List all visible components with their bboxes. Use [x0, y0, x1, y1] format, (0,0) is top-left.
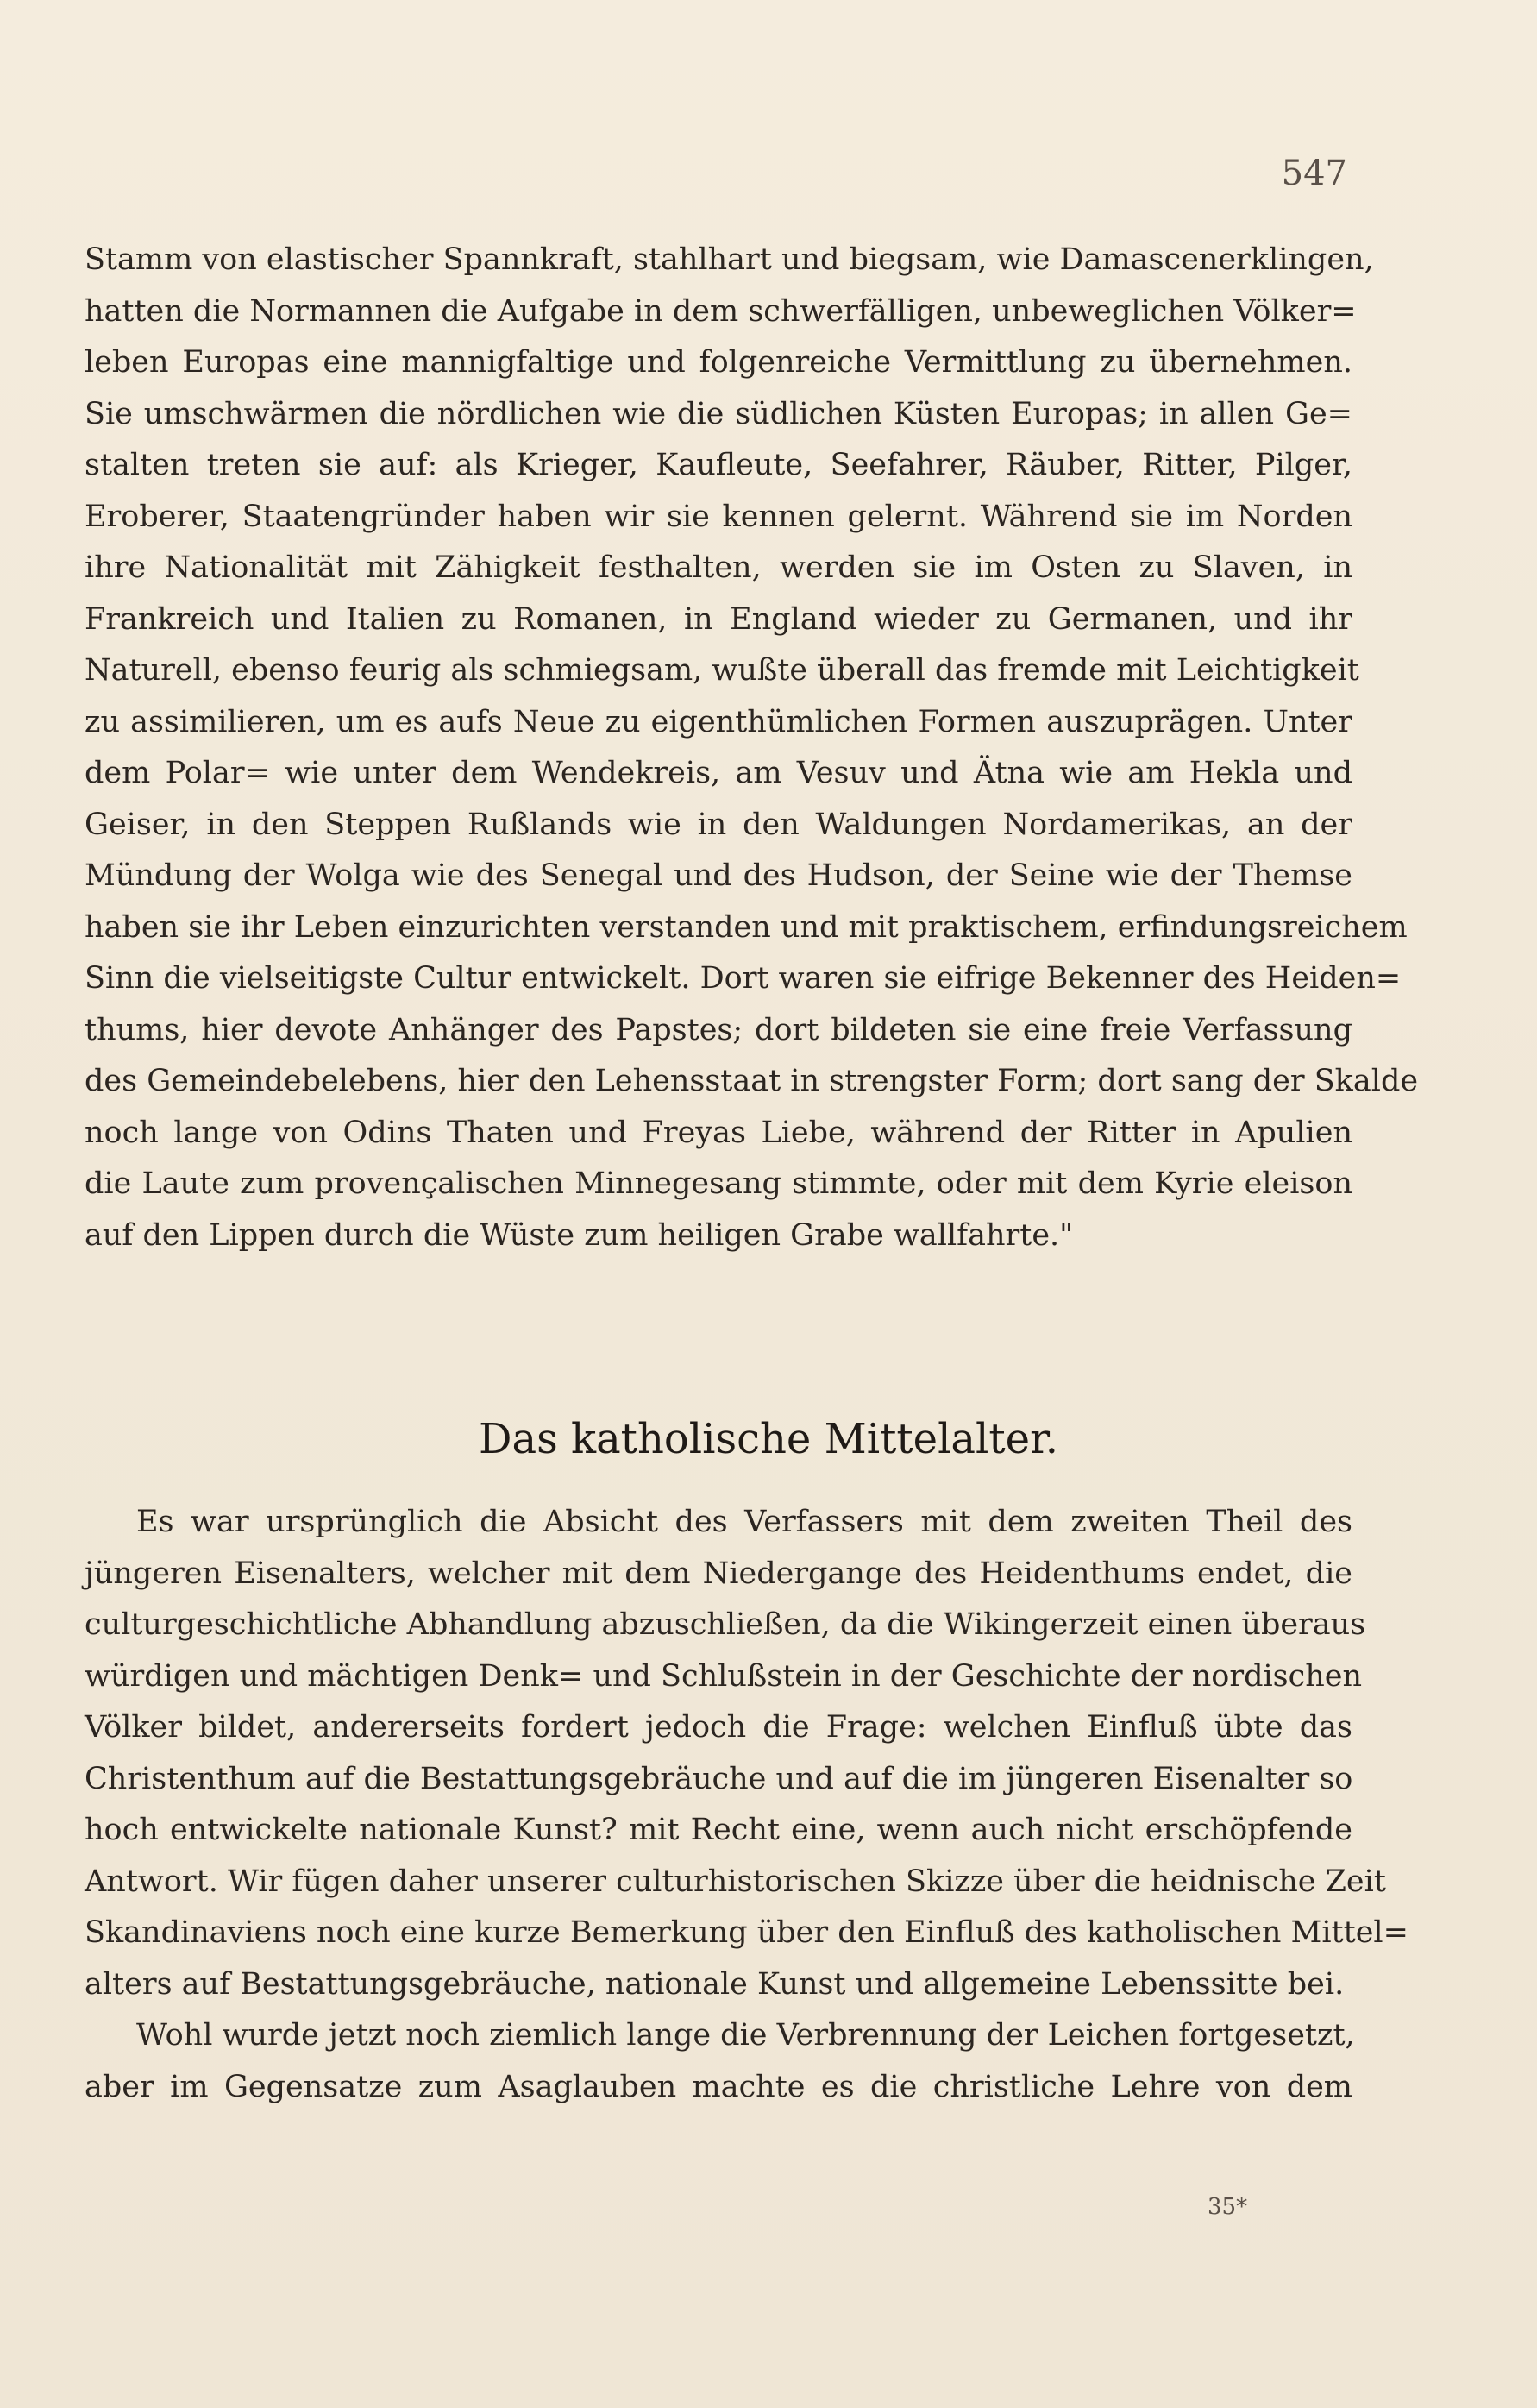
text-line: Frankreich und Italien zu Romanen, in England wieder zu Germanen, und ihr	[85, 601, 1352, 637]
text-line: culturgeschichtliche Abhandlung abzuschließen, da die Wikingerzeit einen überaus	[85, 1607, 1366, 1642]
paragraph-two	[85, 1497, 1408, 2113]
text-line: Es war ursprünglich die Absicht des Verfassers mit dem zweiten Theil des	[136, 1505, 1352, 1539]
text-line: jüngeren Eisenalters, welcher mit dem Niedergange des Heidenthums endet, die	[85, 1556, 1352, 1591]
text-line: des Gemeindebelebens, hier den Lehensstaat in strengster Form; dort sang der Skalde	[85, 1064, 1419, 1098]
text-line: Stamm von elastischer Spannkraft, stahlhart und biegsam, wie Damascenerklingen,	[85, 242, 1374, 277]
text-line: aber im Gegensatze zum Asaglauben machte es die christliche Lehre von dem	[85, 2069, 1352, 2104]
text-line: Sinn die vielseitigste Cultur entwickelt. Dort waren sie eifrige Bekenner des Heiden=	[85, 961, 1402, 996]
text-line: die Laute zum provençalischen Minnegesang stimmte, oder mit dem Kyrie eleison	[85, 1166, 1352, 1201]
text-line: stalten treten sie auf: als Krieger, Kaufleute, Seefahrer, Räuber, Ritter, Pilger,	[85, 448, 1352, 482]
text-line: thums, hier devote Anhänger des Papstes; dort bildeten sie eine freie Verfassung	[85, 1012, 1352, 1047]
text-line: Geiser, in den Steppen Rußlands wie in den Waldungen Nordamerikas, an der	[85, 807, 1352, 842]
text-line: Christenthum auf die Bestattungsgebräuche und auf die im jüngeren Eisenalter so	[85, 1761, 1353, 1796]
text-line: zu assimilieren, um es aufs Neue zu eigenthümlichen Formen auszuprägen. Unter	[85, 704, 1352, 739]
text-line: Sie umschwärmen die nördlichen wie die südlichen Küsten Europas; in allen Ge=	[85, 396, 1352, 431]
text-line: würdigen und mächtigen Denk= und Schlußstein in der Geschichte der nordischen	[85, 1658, 1363, 1694]
signature-mark: 35*	[1208, 2194, 1248, 2220]
text-line: noch lange von Odins Thaten und Freyas Liebe, während der Ritter in Apulien	[85, 1115, 1352, 1150]
text-line: hoch entwickelte nationale Kunst? mit Recht eine, wenn auch nicht erschöpfende	[85, 1813, 1352, 1847]
text-line: ihre Nationalität mit Zähigkeit festhalten, werden sie im Osten zu Slaven, in	[85, 550, 1352, 585]
text-line: haben sie ihr Leben einzurichten verstanden und mit praktischem, erfindungsreichem	[85, 909, 1408, 945]
text-line: leben Europas eine mannigfaltige und folgenreiche Vermittlung zu übernehmen.	[85, 345, 1352, 380]
text-line: auf den Lippen durch die Wüste zum heiligen Grabe wallfahrte."	[85, 1217, 1074, 1253]
text-line: Völker bildet, andererseits fordert jedoch die Frage: welchen Einfluß übte das	[85, 1710, 1352, 1745]
text-line: Mündung der Wolga wie des Senegal und des Hudson, der Seine wie der Themse	[85, 858, 1352, 893]
text-line: hatten die Normannen die Aufgabe in dem schwerfälligen, unbeweglichen Völker=	[85, 293, 1357, 329]
paragraph-one	[85, 235, 1419, 1261]
text-line: Wohl wurde jetzt noch ziemlich lange die Verbrennung der Leichen fortgesetzt,	[136, 2018, 1355, 2053]
text-line: dem Polar= wie unter dem Wendekreis, am Vesuv und Ätna wie am Hekla und	[85, 756, 1352, 790]
text-line: Eroberer, Staatengründer haben wir sie kennen gelernt. Während sie im Norden	[85, 499, 1352, 534]
text-line: Antwort. Wir fügen daher unserer culturhistorischen Skizze über die heidnische Zeit	[85, 1864, 1386, 1899]
section-heading: Das katholische Mittelalter.	[478, 1415, 1059, 1463]
page-number: 547	[1281, 154, 1347, 193]
text-line: Skandinaviens noch eine kurze Bemerkung über den Einfluß des katholischen Mittel=	[85, 1915, 1408, 1950]
text-line: Naturell, ebenso feurig als schmiegsam, wußte überall das fremde mit Leichtigkeit	[85, 653, 1359, 688]
text-line: alters auf Bestattungsgebräuche, nationale Kunst und allgemeine Lebenssitte bei.	[85, 1966, 1345, 2002]
